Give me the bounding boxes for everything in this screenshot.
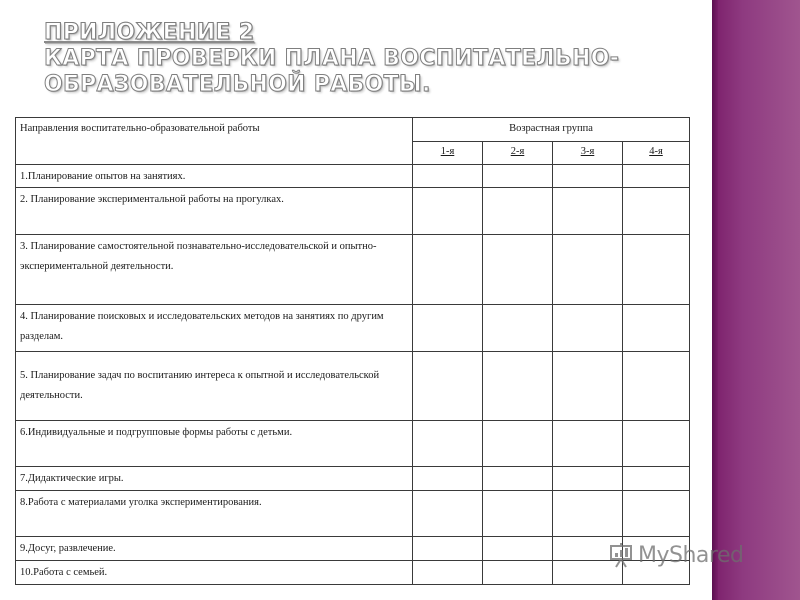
row-criterion: 8.Работа с материалами уголка экспериментирования. xyxy=(16,491,413,537)
side-panel-edge xyxy=(712,0,718,600)
mark-cell[interactable] xyxy=(483,491,553,537)
mark-cell[interactable] xyxy=(413,235,483,305)
mark-cell[interactable] xyxy=(553,305,623,352)
mark-cell[interactable] xyxy=(483,467,553,491)
row-criterion: 6.Индивидуальные и подгрупповые формы работы с детьми. xyxy=(16,421,413,467)
table-row xyxy=(16,165,690,188)
table-row xyxy=(16,537,690,561)
mark-cell[interactable] xyxy=(413,352,483,421)
mark-cell[interactable] xyxy=(413,305,483,352)
title-line-2: КАРТА ПРОВЕРКИ ПЛАНА ВОСПИТАТЕЛЬНО- xyxy=(44,46,620,71)
row-criterion: 10.Работа с семьей. xyxy=(16,561,413,585)
mark-cell[interactable] xyxy=(483,561,553,585)
mark-cell[interactable] xyxy=(623,188,690,235)
table-row xyxy=(16,467,690,491)
table-header-row xyxy=(16,118,690,142)
mark-cell[interactable] xyxy=(413,537,483,561)
presentation-board-icon xyxy=(608,542,634,568)
mark-cell[interactable] xyxy=(483,235,553,305)
mark-cell[interactable] xyxy=(623,305,690,352)
mark-cell[interactable] xyxy=(553,491,623,537)
mark-cell[interactable] xyxy=(553,352,623,421)
row-criterion: 3. Планирование самостоятельной познавательно-исследовательской и опытно-экспериментальной деятельности. xyxy=(16,235,413,305)
table-row xyxy=(16,235,690,305)
group-4: 4-я xyxy=(623,142,690,165)
row-criterion: 2. Планирование экспериментальной работы на прогулках. xyxy=(16,188,413,235)
mark-cell[interactable] xyxy=(623,165,690,188)
group-1: 1-я xyxy=(413,142,483,165)
mark-cell[interactable] xyxy=(623,491,690,537)
mark-cell[interactable] xyxy=(623,467,690,491)
plan-check-table xyxy=(15,117,690,585)
mark-cell[interactable] xyxy=(483,305,553,352)
table-row xyxy=(16,491,690,537)
title-line-1: ПРИЛОЖЕНИЕ 2 xyxy=(44,20,255,45)
group-2: 2-я xyxy=(483,142,553,165)
row-criterion: 1.Планирование опытов на занятиях. xyxy=(16,165,413,188)
mark-cell[interactable] xyxy=(553,188,623,235)
title-line-3: ОБРАЗОВАТЕЛЬНОЙ РАБОТЫ. xyxy=(44,72,431,97)
row-criterion: 7.Дидактические игры. xyxy=(16,467,413,491)
group-3: 3-я xyxy=(553,142,623,165)
mark-cell[interactable] xyxy=(483,352,553,421)
mark-cell[interactable] xyxy=(483,537,553,561)
mark-cell[interactable] xyxy=(553,467,623,491)
mark-cell[interactable] xyxy=(623,235,690,305)
table-row xyxy=(16,421,690,467)
slide-title xyxy=(44,20,704,98)
watermark xyxy=(608,538,768,572)
mark-cell[interactable] xyxy=(413,561,483,585)
row-criterion: 5. Планирование задач по воспитанию интереса к опытной и исследовательской деятельности. xyxy=(16,352,413,421)
mark-cell[interactable] xyxy=(553,421,623,467)
table-row xyxy=(16,305,690,352)
mark-cell[interactable] xyxy=(553,235,623,305)
mark-cell[interactable] xyxy=(623,352,690,421)
mark-cell[interactable] xyxy=(413,188,483,235)
row-criterion: 9.Досуг, развлечение. xyxy=(16,537,413,561)
table-row xyxy=(16,561,690,585)
watermark-text: MyShared xyxy=(638,542,744,568)
row-criterion: 4. Планирование поисковых и исследовательских методов на занятиях по другим разделам. xyxy=(16,305,413,352)
mark-cell[interactable] xyxy=(413,467,483,491)
mark-cell[interactable] xyxy=(483,165,553,188)
mark-cell[interactable] xyxy=(623,421,690,467)
header-age-group: Возрастная группа xyxy=(413,118,690,142)
table-row xyxy=(16,188,690,235)
mark-cell[interactable] xyxy=(413,491,483,537)
mark-cell[interactable] xyxy=(413,421,483,467)
mark-cell[interactable] xyxy=(553,165,623,188)
table-row xyxy=(16,352,690,421)
mark-cell[interactable] xyxy=(483,421,553,467)
mark-cell[interactable] xyxy=(413,165,483,188)
side-decoration-panel xyxy=(712,0,800,600)
mark-cell[interactable] xyxy=(483,188,553,235)
header-direction: Направления воспитательно-образовательной работы xyxy=(16,118,413,165)
